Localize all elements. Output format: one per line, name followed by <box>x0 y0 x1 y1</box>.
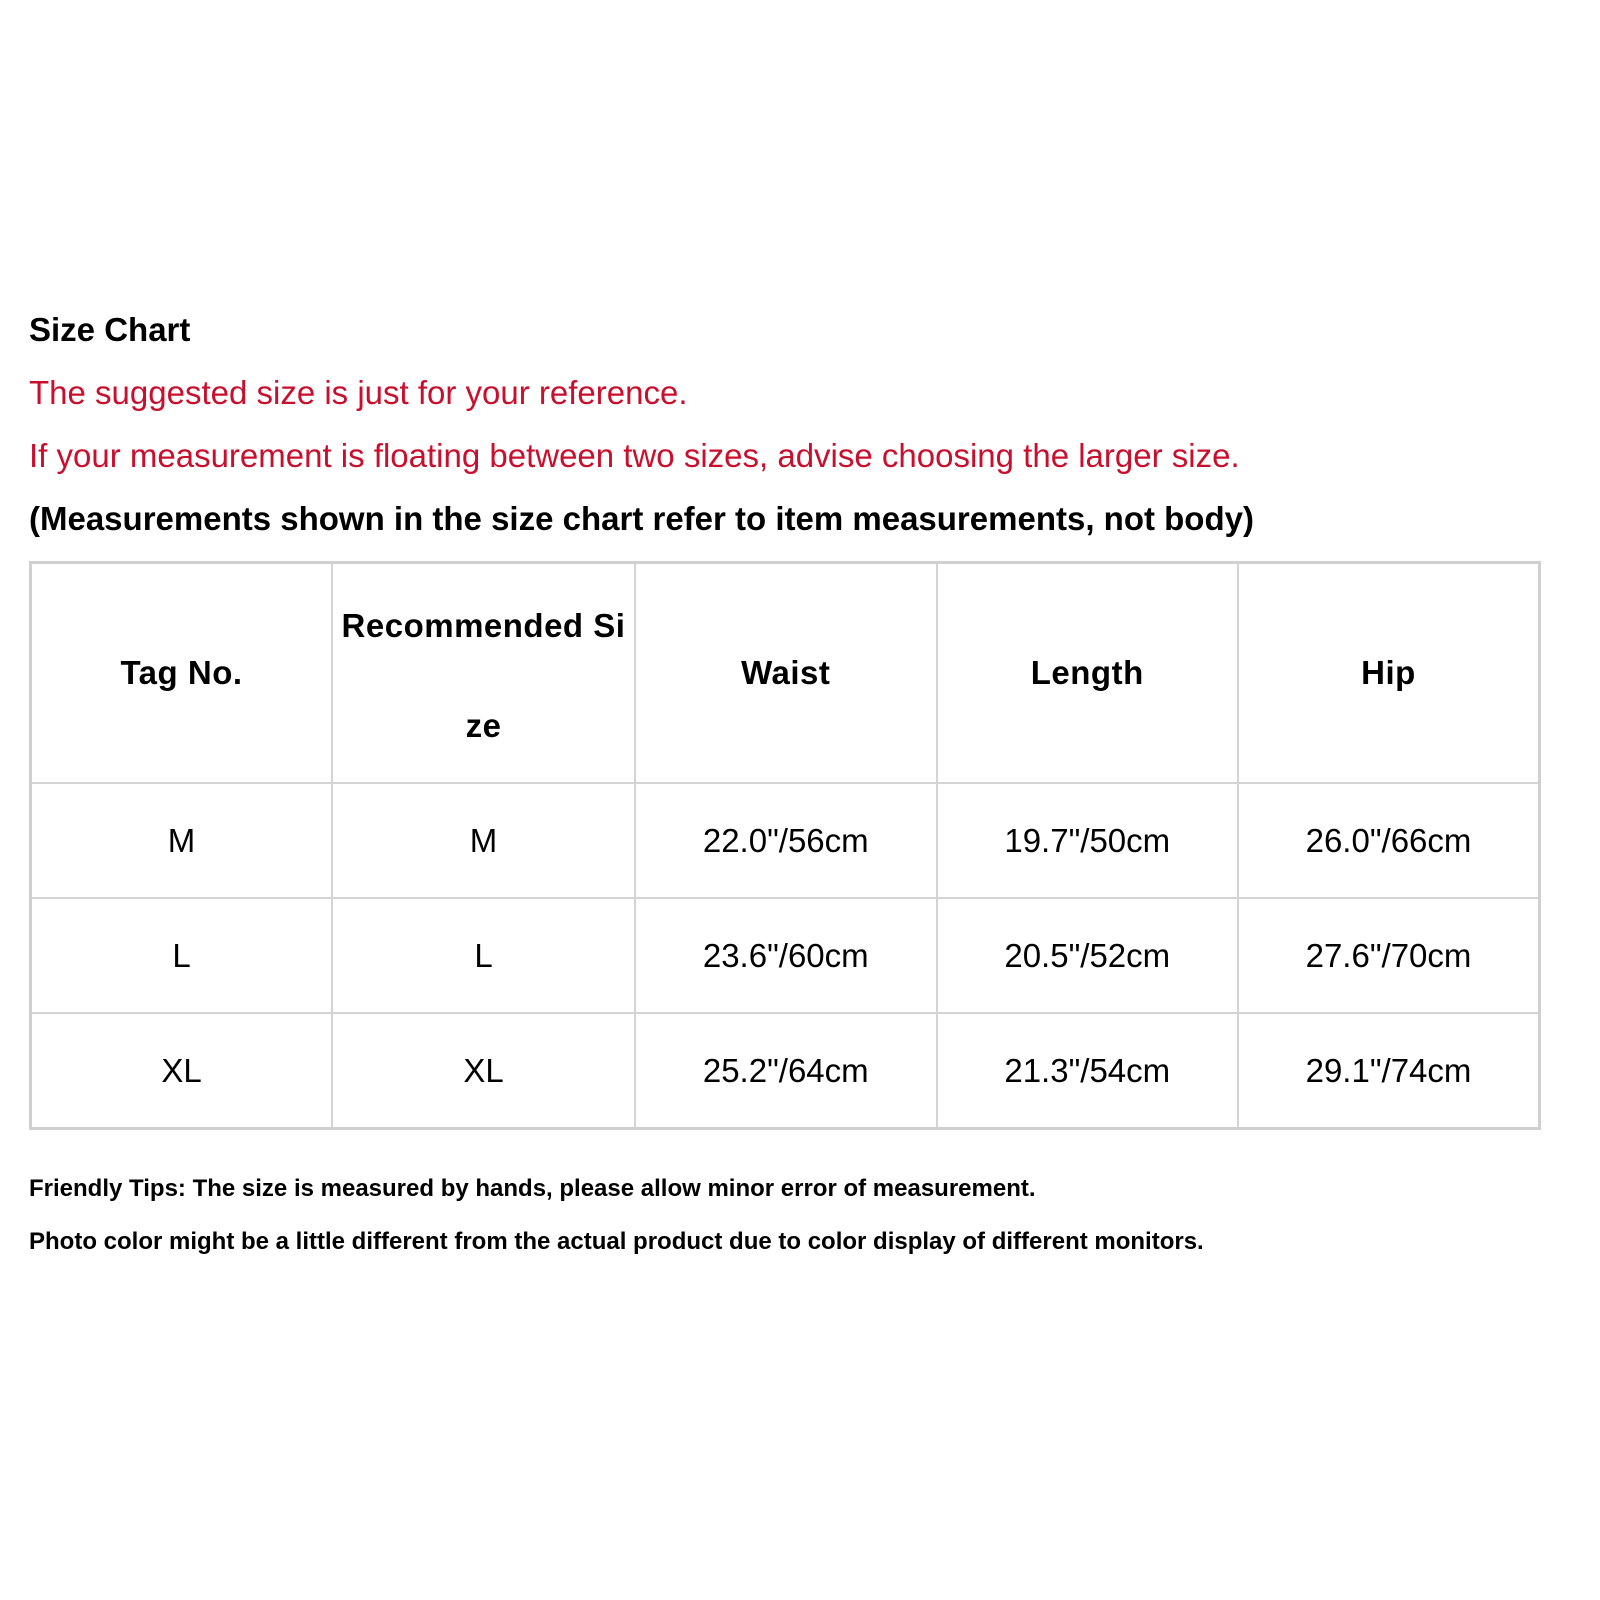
table-row <box>31 898 1540 1013</box>
cell-tag-no: L <box>31 898 333 1013</box>
cell-recommended-size: L <box>332 898 635 1013</box>
cell-recommended-size: M <box>332 783 635 898</box>
header-tag-no: Tag No. <box>31 563 333 784</box>
friendly-tip: Friendly Tips: The size is measured by hands, please allow minor error of measurement. <box>29 1175 1036 1202</box>
reference-note: The suggested size is just for your reference. <box>29 374 688 411</box>
sizing-advice-note: If your measurement is floating between two sizes, advise choosing the larger size. <box>29 437 1240 474</box>
table-row <box>31 783 1540 898</box>
cell-waist: 23.6"/60cm <box>635 898 937 1013</box>
cell-hip: 29.1"/74cm <box>1238 1013 1540 1129</box>
cell-recommended-size: XL <box>332 1013 635 1129</box>
measurement-note: (Measurements shown in the size chart refer to item measurements, not body) <box>29 500 1254 537</box>
table-header-row <box>31 563 1540 784</box>
color-disclaimer: Photo color might be a little different from the actual product due to color display of different monitors. <box>29 1228 1204 1255</box>
cell-tag-no: M <box>31 783 333 898</box>
header-waist: Waist <box>635 563 937 784</box>
cell-waist: 25.2"/64cm <box>635 1013 937 1129</box>
cell-waist: 22.0"/56cm <box>635 783 937 898</box>
header-length: Length <box>937 563 1239 784</box>
cell-hip: 27.6"/70cm <box>1238 898 1540 1013</box>
cell-length: 20.5"/52cm <box>937 898 1239 1013</box>
cell-length: 21.3"/54cm <box>937 1013 1239 1129</box>
table-row <box>31 1013 1540 1129</box>
cell-tag-no: XL <box>31 1013 333 1129</box>
cell-hip: 26.0"/66cm <box>1238 783 1540 898</box>
header-recommended-size: Recommended Size <box>332 563 635 784</box>
size-chart-document <box>29 310 1579 1257</box>
cell-length: 19.7"/50cm <box>937 783 1239 898</box>
header-hip: Hip <box>1238 563 1540 784</box>
size-table <box>29 561 1541 1130</box>
page-title: Size Chart <box>29 311 191 348</box>
